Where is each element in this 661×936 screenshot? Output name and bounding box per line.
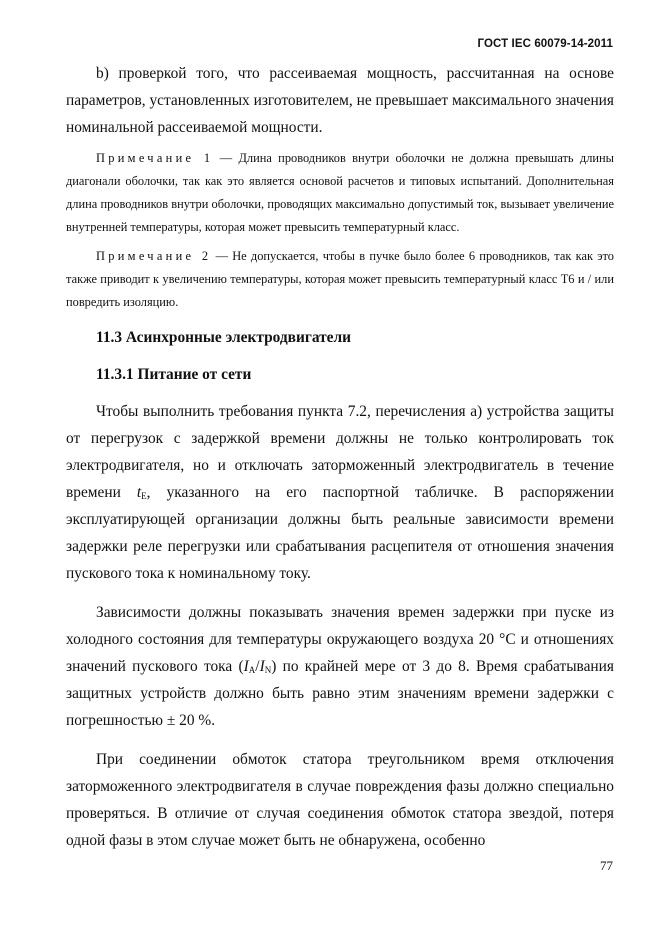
ratio-slash: /	[255, 658, 260, 675]
note-2	[66, 245, 614, 314]
note-1-text: Длина проводников внутри оболочки не должна превышать длины диагонали оболочки, так как это является основой расчетов и типовых испытаний. Дополнительная длина проводников внутри оболочки, проводящих максимально допустимый ток, вызывает увеличение внутренней температуры, которая может превысить температурный класс.	[66, 151, 614, 234]
paragraph-delta-connection: При соединении обмоток статора треугольником время отключения заторможенного электродвигателя в случае повреждения фазы должно специально проверяться. В отличие от случая соединения обмоток статора звездой, потеря одной фазы в этом случае может быть не обнаружена, особенно	[66, 751, 614, 849]
p2-text-before: Чтобы выполнить требования пункта 7.2, перечисления а) устройства защиты от перегрузок с задержкой времени должны не только контролировать ток электродвигателя, но и отключать заторможенный электродвигатель в течение времени	[66, 403, 614, 501]
note-1-label: Примечание 1	[96, 151, 214, 165]
paragraph-b: b) проверкой того, что рассеиваемая мощность, рассчитанная на основе параметров, установленных изготовителем, не превышает максимального значения номинальной рассеиваемой мощности.	[66, 65, 614, 136]
section-heading: 11.3 Асинхронные электродвигатели	[96, 329, 352, 346]
in-symbol: I	[259, 658, 265, 675]
note-2-dash: —	[215, 249, 228, 263]
note-1	[66, 147, 614, 239]
ia-subscript: A	[248, 665, 256, 675]
ia-symbol: I	[243, 658, 249, 675]
t-symbol: t	[136, 484, 142, 501]
p3-text-before: Зависимости должны показывать значения времен задержки при пуске из холодного состояния для температуры окружающего воздуха 20 °С и отношениях значений пускового тока (	[66, 604, 614, 675]
page-content	[66, 60, 614, 854]
t-subscript: E	[141, 491, 147, 501]
p2-text-after: , указанного на его паспортной табличке. В распоряжении эксплуатирующей организации должны быть реальные зависимости времени задержки реле перегрузки или срабатывания расцепителя от отношения значения пускового тока к номинальному току.	[66, 484, 614, 582]
note-2-text: Не допускается, чтобы в пучке было более 6 проводников, так как это также приводит к увеличению температуры, которая может превысить температурный класс Т6 и / или повредить изоляцию.	[66, 249, 614, 309]
note-2-label: Примечание 2	[96, 249, 212, 263]
p3-text-after: ) по крайней мере от 3 до 8. Время срабатывания защитных устройств должно быть равно этим значениям времени задержки с погрешностью ± 20 %.	[66, 658, 614, 729]
subsection-heading: 11.3.1 Питание от сети	[96, 366, 252, 383]
page-number: 77	[600, 858, 613, 873]
paragraph-protection	[66, 398, 614, 587]
paragraph-dependencies	[66, 599, 614, 734]
in-subscript: N	[264, 665, 272, 675]
note-1-dash: —	[219, 151, 233, 165]
document-header: ГОСТ IEC 60079-14-2011	[477, 38, 613, 50]
